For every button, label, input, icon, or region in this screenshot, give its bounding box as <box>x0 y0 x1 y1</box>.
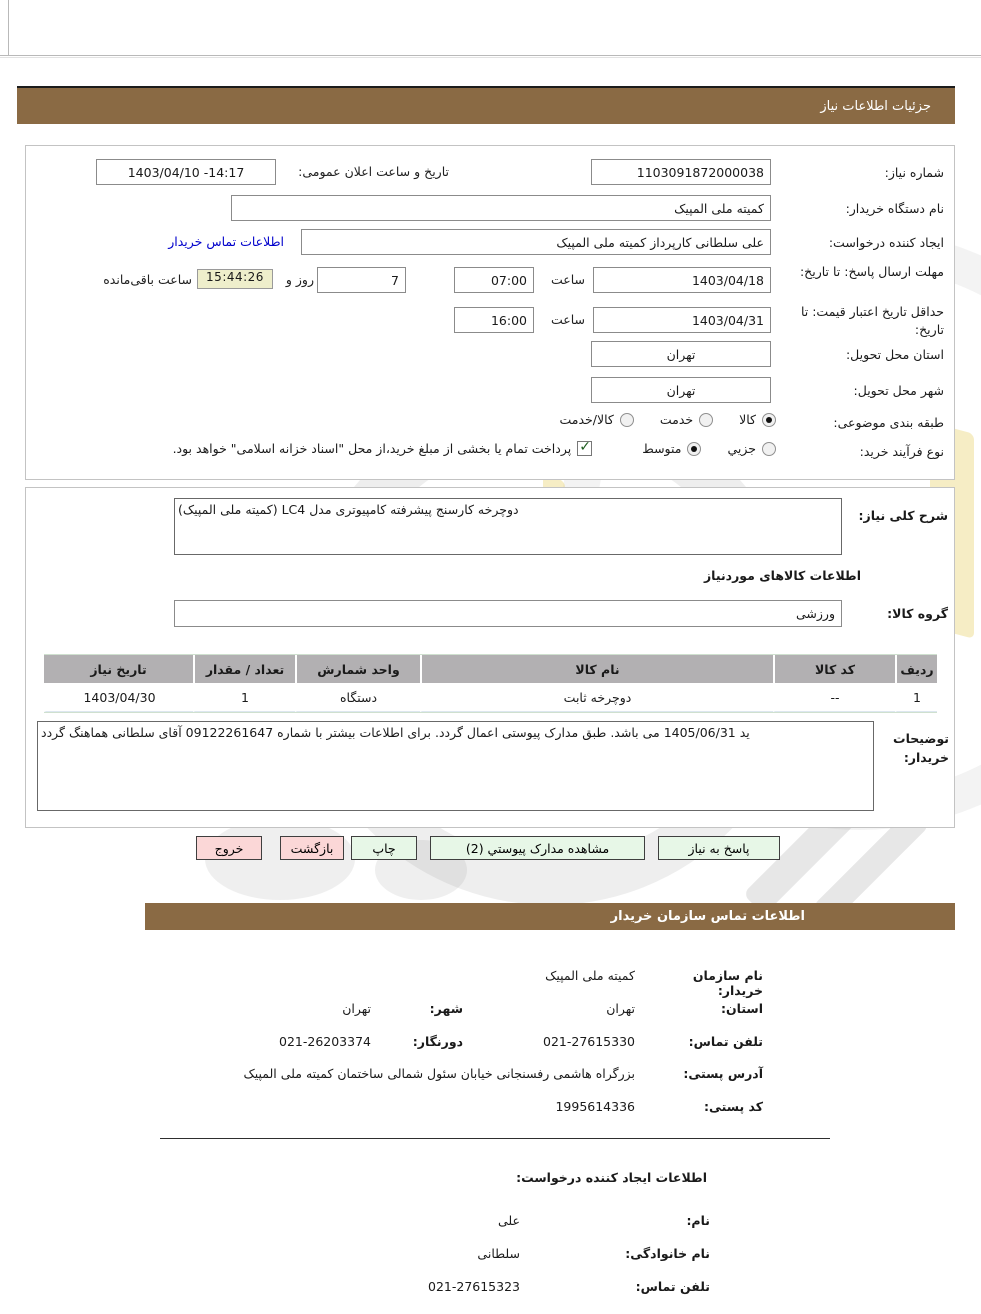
buyer-notes-label: توضیحات خریدار: <box>893 731 949 765</box>
process-options <box>155 441 776 456</box>
contact-org-label: نام سازمان خریدار: <box>692 968 763 998</box>
delivery-city-input[interactable] <box>591 377 771 403</box>
col-header-unit: واحد شمارش <box>295 655 420 683</box>
contact-province-value: تهران <box>606 1001 635 1016</box>
category-option-khadamat[interactable] <box>660 412 713 427</box>
requester-lastname-row <box>477 1246 710 1261</box>
buyer-notes-text: ید 1405/06/31 می باشد. طبق مدارک پیوستی اعمال گردد. برای اطلاعات بیشتر با شماره 09122261647 آقای سلطانی هماهنگ گردد <box>41 725 750 740</box>
delivery-province-input[interactable] <box>591 341 771 367</box>
remaining-time-box <box>197 269 273 289</box>
exit-button[interactable]: خروج <box>196 836 262 860</box>
col-header-item-name: نام کالا <box>420 655 773 683</box>
goods-table <box>44 654 937 713</box>
contact-org-row <box>188 968 763 998</box>
category-option-label: کالا/خدمت <box>559 412 614 427</box>
requester-phone-value: 021-27615323 <box>428 1279 520 1294</box>
contact-province-label: استان: <box>720 1001 763 1016</box>
need-description-text: دوچرخه کارسنج پیشرفته کامپیوتری مدل LC4 (کمیته ملی المپیک) <box>178 502 519 517</box>
buyer-org-input[interactable] <box>231 195 771 221</box>
contact-fax-value: 021-26203374 <box>279 1034 371 1049</box>
contact-phone-fax-row <box>188 1034 763 1049</box>
deadline-time-input[interactable] <box>454 267 534 293</box>
buyer-notes-textarea[interactable] <box>37 721 874 811</box>
goods-table-row <box>44 683 937 712</box>
validity-date-input[interactable] <box>593 307 771 333</box>
request-info-panel <box>25 145 955 480</box>
category-label: طبقه بندی موضوعی: <box>833 415 944 430</box>
cell-unit: دستگاه <box>295 683 420 712</box>
radio-icon[interactable] <box>620 413 634 427</box>
category-option-kala[interactable] <box>739 412 776 427</box>
creator-label: ایجاد کننده درخواست: <box>828 235 944 250</box>
col-header-row-number: ردیف <box>895 655 937 683</box>
validity-time-input[interactable] <box>454 307 534 333</box>
radio-icon[interactable] <box>699 413 713 427</box>
requester-phone-row <box>428 1279 710 1294</box>
contact-phone-label: تلفن تماس: <box>688 1034 763 1049</box>
reply-to-need-button[interactable]: پاسخ به نیاز <box>658 836 780 860</box>
cell-row-number: 1 <box>895 683 937 712</box>
view-attachments-button[interactable]: مشاهده مدارک پیوستي (2) <box>430 836 645 860</box>
section-bar-contact <box>145 903 955 930</box>
validity-time-label: ساعت <box>550 312 585 327</box>
back-button[interactable]: بازگشت <box>280 836 344 860</box>
col-header-need-date: تاریخ نیاز <box>44 655 193 683</box>
contact-postal-label: کد پستی: <box>703 1099 763 1114</box>
delivery-city-label: شهر محل تحویل: <box>853 383 944 398</box>
remaining-time-label: ساعت باقی‌مانده <box>103 272 192 287</box>
contact-city-label: شهر: <box>429 1001 463 1016</box>
requester-firstname-label: نام: <box>686 1213 710 1228</box>
col-header-quantity: تعداد / مقدار <box>193 655 295 683</box>
contact-province-city-row <box>188 1001 763 1016</box>
contact-city-value: تهران <box>342 1001 371 1016</box>
category-option-label: کالا <box>739 412 756 427</box>
contact-fax-label: دورنگار: <box>412 1034 463 1049</box>
contact-org-value: کمیته ملی المپیک <box>545 968 635 983</box>
radio-icon[interactable] <box>762 442 776 456</box>
process-option-label: جزیي <box>727 441 756 456</box>
announce-datetime-label: تاریخ و ساعت اعلان عمومی: <box>298 164 449 179</box>
requester-heading: اطلاعات ایجاد کننده درخواست: <box>516 1170 707 1185</box>
requester-phone-label: تلفن تماس: <box>635 1279 710 1294</box>
process-option-motevasset[interactable] <box>642 441 701 456</box>
need-number-input[interactable] <box>591 159 771 185</box>
announce-datetime-input[interactable] <box>96 159 276 185</box>
section-bar-details-title: جزئیات اطلاعات نیاز <box>820 98 931 114</box>
category-option-label: خدمت <box>659 412 694 427</box>
radio-selected-icon[interactable] <box>687 442 701 456</box>
deadline-date-input[interactable] <box>593 267 771 293</box>
contact-postal-value: 1995614336 <box>555 1099 635 1114</box>
buyer-org-label: نام دستگاه خریدار: <box>845 201 944 216</box>
creator-input[interactable] <box>301 229 771 255</box>
checkbox-checked-icon[interactable] <box>577 441 592 456</box>
treasury-checkbox-label: پرداخت تمام یا بخشی از مبلغ خرید،از محل "اسناد خزانه اسلامی" خواهد بود. <box>172 441 572 456</box>
remaining-time-value: 15:44:26 <box>206 270 264 284</box>
contact-phone-value: 021-27615330 <box>543 1034 635 1049</box>
radio-selected-icon[interactable] <box>762 413 776 427</box>
contact-address-label: آدرس پستی: <box>683 1066 763 1081</box>
requester-lastname-label: نام خانوادگی: <box>625 1246 710 1261</box>
requester-lastname-value: سلطانی <box>477 1246 520 1261</box>
treasury-checkbox-option[interactable] <box>173 441 593 456</box>
deadline-days-label: روز و <box>285 272 314 287</box>
goods-group-label: گروه کالا: <box>887 606 948 621</box>
cell-item-code: -- <box>773 683 895 712</box>
need-description-label: شرح کلی نیاز: <box>858 508 948 523</box>
deadline-label: مهلت ارسال پاسخ: تا تاریخ: <box>799 264 944 279</box>
section-bar-details <box>17 86 955 124</box>
top-divider-line <box>0 55 981 58</box>
delivery-province-label: استان محل تحویل: <box>845 347 944 362</box>
deadline-time-label: ساعت <box>550 272 585 287</box>
process-option-jozii[interactable] <box>727 441 776 456</box>
need-details-panel <box>25 487 955 828</box>
print-button[interactable]: چاپ <box>351 836 417 860</box>
requester-firstname-value: علی <box>497 1213 520 1228</box>
contact-divider-line <box>160 1138 830 1139</box>
need-description-textarea[interactable] <box>174 498 842 555</box>
category-options <box>541 412 776 427</box>
cell-need-date: 1403/04/30 <box>44 683 193 712</box>
action-buttons-row <box>196 836 780 860</box>
goods-info-heading: اطلاعات کالاهای موردنیاز <box>703 568 861 583</box>
category-option-kala-khadamat[interactable] <box>559 412 633 427</box>
goods-table-header-row <box>44 655 937 683</box>
buyer-contact-link[interactable]: اطلاعات تماس خریدار <box>168 234 284 249</box>
process-option-label: متوسط <box>642 441 682 456</box>
col-header-item-code: کد کالا <box>773 655 895 683</box>
contact-postal-row <box>188 1099 763 1114</box>
cell-item-name: دوچرخه ثابت <box>420 683 773 712</box>
contact-address-row <box>188 1066 763 1081</box>
page-left-border <box>8 0 9 56</box>
goods-group-input[interactable] <box>174 600 842 627</box>
requester-firstname-row <box>498 1213 710 1228</box>
section-bar-contact-title: اطلاعات تماس سازمان خریدار <box>610 909 805 924</box>
validity-label: حداقل تاریخ اعتبار قیمت: تا تاریخ: <box>800 304 944 338</box>
contact-address-value: بزرگراه هاشمی رفسنجانی خیابان سئول شمالی ساختمان کمیته ملی المپیک <box>243 1066 635 1081</box>
deadline-days-input[interactable] <box>317 267 406 293</box>
process-label: نوع فرآیند خرید: <box>859 444 944 459</box>
cell-quantity: 1 <box>193 683 295 712</box>
need-number-label: شماره نیاز: <box>884 165 944 180</box>
